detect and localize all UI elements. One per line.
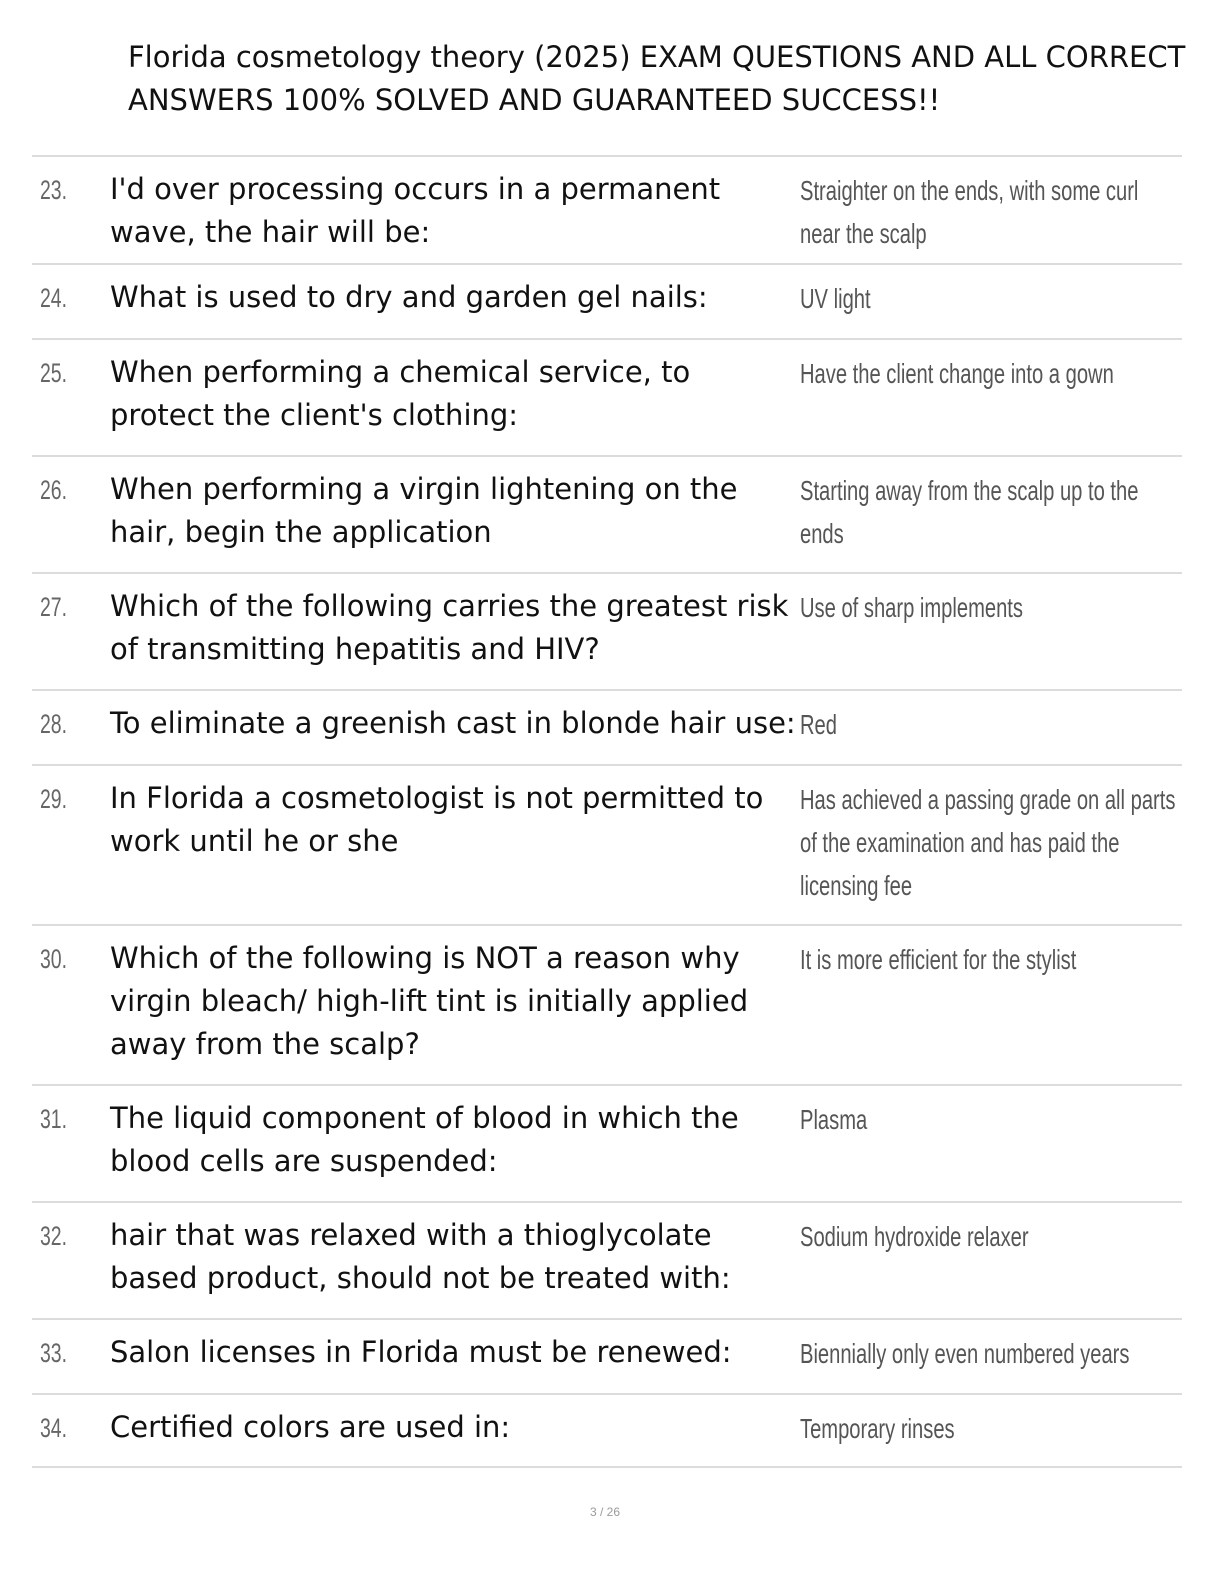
answer-text: Temporary rinses (800, 1413, 955, 1444)
qa-row-25 (32, 338, 1182, 455)
page-number: 3 / 26 (589, 1505, 621, 1519)
qa-row-23 (32, 155, 1182, 263)
question-number: 33. (40, 1338, 68, 1368)
answer-cell (800, 1407, 1178, 1450)
answer-text: Plasma (800, 1104, 868, 1135)
question-number: 29. (40, 784, 68, 814)
question-number: 27. (40, 592, 68, 622)
answer-text: Red (800, 709, 837, 740)
answer-cell (800, 586, 1178, 629)
question-text: Which of the following is NOT a reason why virgin bleach/ high-lift tint is initially applied away from the scalp? (110, 941, 749, 1061)
qa-row-29 (32, 764, 1182, 924)
answer-cell (800, 1215, 1178, 1258)
question-text: Which of the following carries the greatest risk of transmitting hepatitis and HIV? (110, 589, 789, 666)
question-text: In Florida a cosmetologist is not permitted to work until he or she (110, 781, 764, 858)
question-text: Salon licenses in Florida must be renewed: (110, 1335, 732, 1369)
title-line-1: Florida cosmetology theory (2025) EXAM QUESTIONS AND ALL CORRECT (128, 40, 1186, 74)
answer-text: Sodium hydroxide relaxer (800, 1221, 1029, 1252)
question-number: 23. (40, 175, 68, 205)
question-text: Certified colors are used in: (110, 1410, 511, 1444)
question-text: I'd over processing occurs in a permanent wave, the hair will be: (110, 172, 721, 249)
qa-row-27 (32, 572, 1182, 689)
qa-row-26 (32, 455, 1182, 572)
answer-cell (800, 1332, 1178, 1375)
answer-cell (800, 938, 1178, 981)
answer-cell (800, 703, 1178, 746)
question-number: 25. (40, 358, 68, 388)
answer-cell (800, 169, 1178, 255)
question-number: 26. (40, 475, 68, 505)
qa-table (32, 155, 1182, 1468)
qa-row-30 (32, 924, 1182, 1084)
question-number: 30. (40, 944, 68, 974)
answer-cell (800, 778, 1178, 907)
answer-cell (800, 277, 1178, 320)
question-text: When performing a chemical service, to protect the client's clothing: (110, 355, 691, 432)
question-text: hair that was relaxed with a thioglycolate based product, should not be treated with: (110, 1218, 731, 1295)
question-text: What is used to dry and garden gel nails: (110, 280, 708, 314)
title-line-2: ANSWERS 100% SOLVED AND GUARANTEED SUCCESS!! (128, 83, 941, 117)
question-number: 34. (40, 1413, 68, 1443)
qa-row-33 (32, 1318, 1182, 1393)
qa-row-34 (32, 1393, 1182, 1468)
answer-cell (800, 469, 1178, 555)
question-number: 31. (40, 1104, 68, 1134)
question-text: When performing a virgin lightening on the hair, begin the application (110, 472, 738, 549)
document-title (128, 36, 1208, 122)
answer-text: Use of sharp implements (800, 592, 1023, 623)
qa-row-24 (32, 263, 1182, 338)
answer-text: Straighter on the ends, with some curl near the scalp (800, 175, 1139, 249)
qa-row-32 (32, 1201, 1182, 1318)
answer-text: It is more efficient for the stylist (800, 944, 1077, 975)
answer-cell (800, 352, 1178, 395)
answer-cell (800, 1098, 1178, 1141)
answer-text: UV light (800, 283, 871, 314)
question-number: 24. (40, 283, 68, 313)
question-text: The liquid component of blood in which the blood cells are suspended: (110, 1101, 739, 1178)
answer-text: Have the client change into a gown (800, 358, 1114, 389)
question-text: To eliminate a greenish cast in blonde hair use: (110, 706, 796, 740)
answer-text: Biennially only even numbered years (800, 1338, 1130, 1369)
qa-row-31 (32, 1084, 1182, 1201)
answer-text: Has achieved a passing grade on all parts of the examination and has paid the licensing fee (800, 784, 1176, 901)
question-number: 28. (40, 709, 68, 739)
qa-row-28 (32, 689, 1182, 764)
question-number: 32. (40, 1221, 68, 1251)
answer-text: Starting away from the scalp up to the ends (800, 475, 1139, 549)
